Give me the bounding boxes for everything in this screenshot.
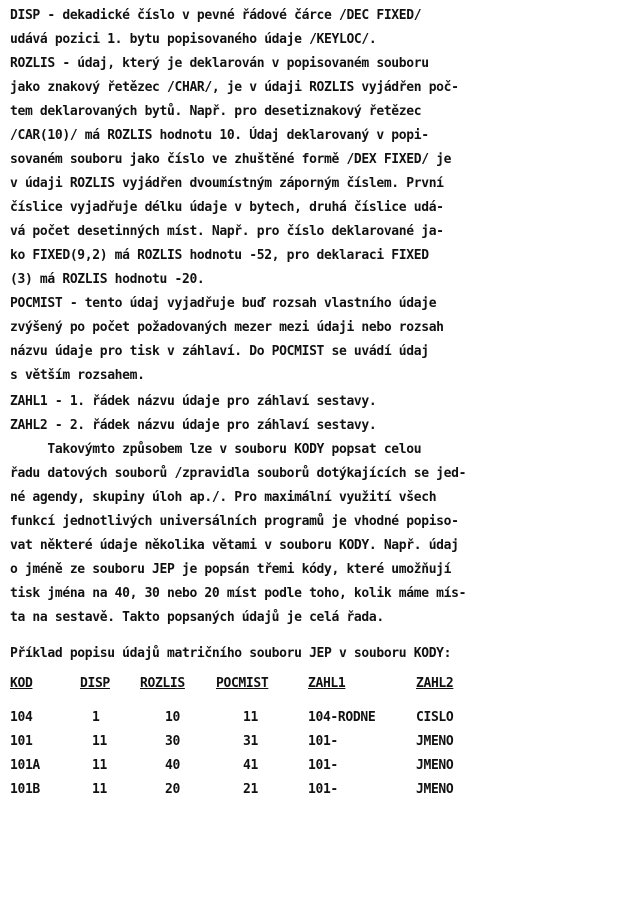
table-cell: 41 — [243, 758, 258, 773]
table-row — [10, 734, 454, 750]
table-header-cell: KOD — [10, 676, 33, 691]
table-cell: 104-RODNE — [308, 710, 376, 725]
table-header-cell: ZAHL1 — [308, 676, 346, 691]
text-line: číslice vyjadřuje délku údaje v bytech, druhá číslice udá- — [10, 200, 444, 215]
table-cell: JMENO — [416, 734, 454, 749]
text-line: názvu údaje pro tisk v záhlaví. Do POCMIST se uvádí údaj — [10, 344, 429, 359]
text-line: né agendy, skupiny úloh ap./. Pro maximální využití všech — [10, 490, 437, 505]
text-line: o jméně ze souboru JEP je popsán třemi kódy, které umožňují — [10, 562, 452, 577]
text-line: s větším rozsahem. — [10, 368, 145, 383]
text-line: ROZLIS - údaj, který je deklarován v popisovaném souboru — [10, 56, 429, 71]
text-line: DISP - dekadické číslo v pevné řádové čárce /DEC FIXED/ — [10, 8, 422, 23]
text-line: vat některé údaje několika větami v souboru KODY. Např. údaj — [10, 538, 459, 553]
table-cell: 40 — [165, 758, 180, 773]
table-row — [10, 758, 454, 774]
text-line: Příklad popisu údajů matričního souboru JEP v souboru KODY: — [10, 646, 452, 661]
table-cell: 11 — [92, 734, 107, 749]
text-line: ko FIXED(9,2) má ROZLIS hodnotu -52, pro deklaraci FIXED — [10, 248, 429, 263]
table-cell: 101 — [10, 734, 33, 749]
table-cell: 11 — [92, 782, 107, 797]
text-line: POCMIST - tento údaj vyjadřuje buď rozsah vlastního údaje — [10, 296, 437, 311]
text-line: /CAR(10)/ má ROZLIS hodnotu 10. Údaj deklarovaný v popi- — [10, 128, 429, 143]
table-cell: 10 — [165, 710, 180, 725]
table-cell: 101- — [308, 782, 338, 797]
table-header-cell: ZAHL2 — [416, 676, 454, 691]
table-cell: 101- — [308, 758, 338, 773]
table-row — [10, 782, 454, 798]
table-cell: 104 — [10, 710, 33, 725]
table-header-row — [10, 676, 454, 692]
table-cell: 30 — [165, 734, 180, 749]
table-cell: 101A — [10, 758, 40, 773]
text-line: (3) má ROZLIS hodnotu -20. — [10, 272, 205, 287]
table-cell: 101- — [308, 734, 338, 749]
text-line: udává pozici 1. bytu popisovaného údaje /KEYLOC/. — [10, 32, 377, 47]
table-header-cell: DISP — [80, 676, 110, 691]
text-line: zvýšený po počet požadovaných mezer mezi údaji nebo rozsah — [10, 320, 444, 335]
text-line: řadu datových souborů /zpravidla souborů dotýkajících se jed- — [10, 466, 467, 481]
table-cell: CISLO — [416, 710, 454, 725]
table-header-cell: POCMIST — [216, 676, 269, 691]
table-cell: 31 — [243, 734, 258, 749]
table-cell: 20 — [165, 782, 180, 797]
text-line: ZAHL1 - 1. řádek názvu údaje pro záhlaví sestavy. — [10, 394, 377, 409]
text-line: funkcí jednotlivých universálních programů je vhodné popiso- — [10, 514, 459, 529]
table-cell: 11 — [92, 758, 107, 773]
text-line: ZAHL2 - 2. řádek názvu údaje pro záhlaví sestavy. — [10, 418, 377, 433]
text-line: jako znakový řetězec /CHAR/, je v údaji ROZLIS vyjádřen poč- — [10, 80, 459, 95]
text-line: ta na sestavě. Takto popsaných údajů je celá řada. — [10, 610, 384, 625]
text-line: tisk jména na 40, 30 nebo 20 míst podle toho, kolik máme mís- — [10, 586, 467, 601]
table-row — [10, 710, 454, 726]
text-line: v údaji ROZLIS vyjádřen dvoumístným záporným číslem. První — [10, 176, 444, 191]
table-cell: JMENO — [416, 782, 454, 797]
table-cell: 101B — [10, 782, 40, 797]
table-cell: 1 — [92, 710, 100, 725]
table-cell: 21 — [243, 782, 258, 797]
text-line: tem deklarovaných bytů. Např. pro desetiznakový řetězec — [10, 104, 422, 119]
table-header-cell: ROZLIS — [140, 676, 185, 691]
text-line: vá počet desetinných míst. Např. pro číslo deklarované ja- — [10, 224, 444, 239]
table-cell: JMENO — [416, 758, 454, 773]
table-cell: 11 — [243, 710, 258, 725]
text-line: Takovýmto způsobem lze v souboru KODY popsat celou — [10, 442, 422, 457]
text-line: sovaném souboru jako číslo ve zhuštěné formě /DEX FIXED/ je — [10, 152, 452, 167]
